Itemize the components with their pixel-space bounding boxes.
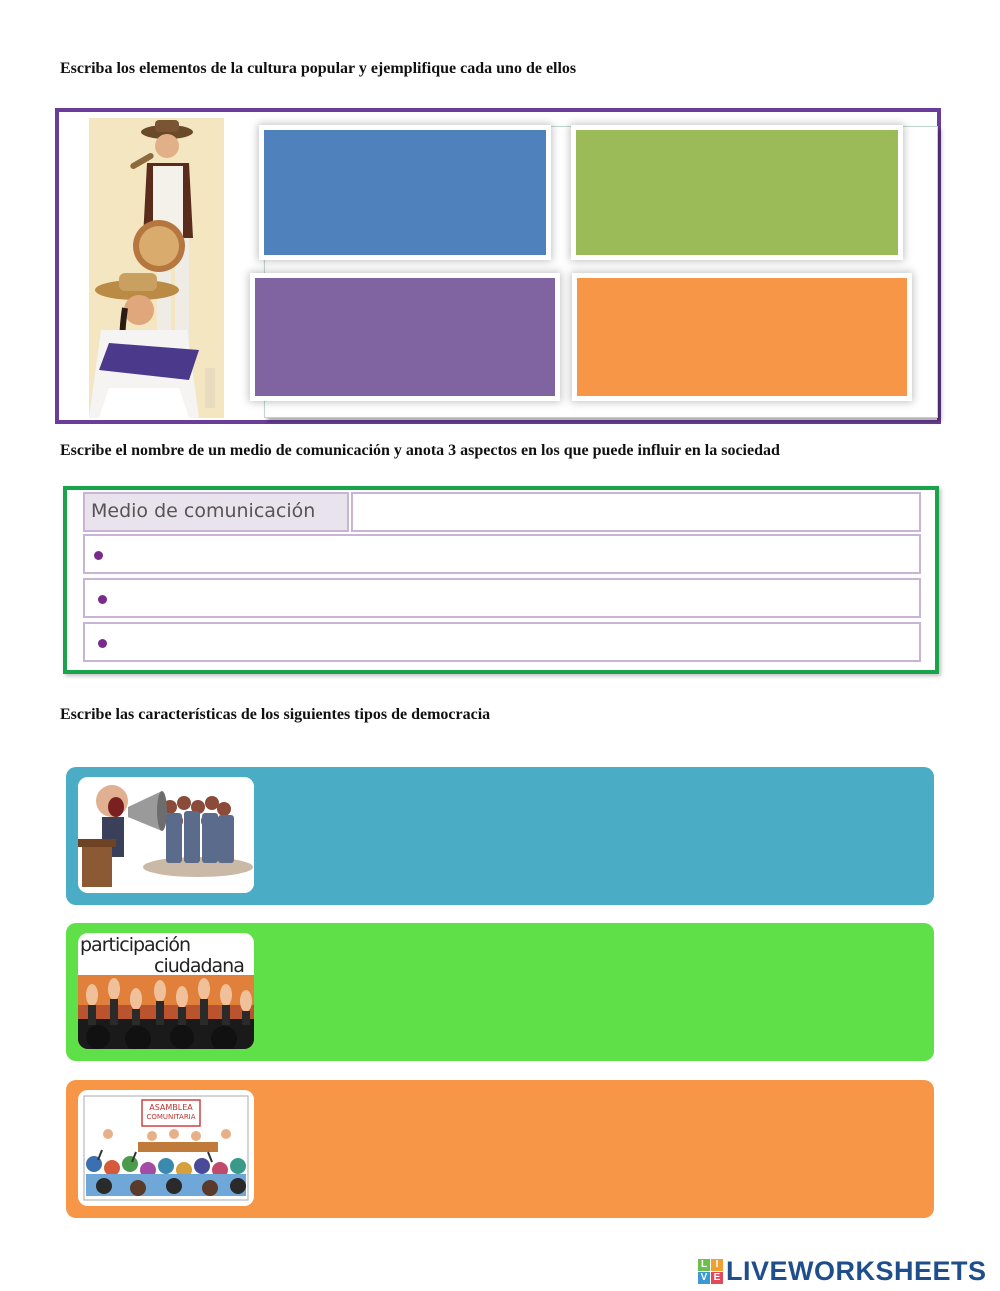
folk-dancers-icon	[89, 118, 224, 418]
aspect-row-1[interactable]	[83, 534, 921, 574]
logo-icon	[698, 1259, 723, 1284]
media-frame	[63, 486, 939, 674]
democracy-answer-1[interactable]	[271, 779, 920, 893]
community-democracy-image	[78, 1090, 254, 1206]
democracy-answer-3[interactable]	[271, 1092, 920, 1206]
media-name-field[interactable]	[351, 492, 921, 532]
democracy-band-1	[66, 767, 934, 905]
representative-democracy-image	[78, 777, 254, 893]
bullet-icon	[94, 551, 103, 560]
bullet-icon	[98, 639, 107, 648]
culture-box-blue[interactable]	[264, 130, 546, 255]
aspect-row-2[interactable]	[83, 578, 921, 618]
culture-box-green[interactable]	[576, 130, 898, 255]
logo-letter: E	[711, 1272, 723, 1284]
liveworksheets-logo[interactable]	[698, 1256, 987, 1286]
thumb-title-1: participación	[80, 934, 191, 956]
democracy-answer-2[interactable]	[271, 935, 920, 1049]
participatory-democracy-image	[78, 933, 254, 1049]
logo-letter: V	[698, 1272, 710, 1284]
media-label-cell: Medio de comunicación	[83, 492, 349, 532]
section2-prompt: Escribe el nombre de un medio de comunicación y anota 3 aspectos en los que puede influir en la sociedad	[60, 442, 780, 459]
aspect-row-3[interactable]	[83, 622, 921, 662]
culture-box-purple[interactable]	[255, 278, 555, 396]
democracy-band-2	[66, 923, 934, 1061]
logo-letter: I	[711, 1259, 723, 1271]
assembly-banner-line-1: ASAMBLEA	[149, 1103, 193, 1112]
assembly-banner-line-2: COMUNITARIA	[146, 1113, 196, 1121]
culture-elements-frame	[55, 108, 941, 424]
copyright-mark	[205, 368, 215, 408]
logo-letter: L	[698, 1259, 710, 1271]
section1-prompt: Escriba los elementos de la cultura popular y ejemplifique cada uno de ellos	[60, 60, 577, 77]
folk-dancers-image	[89, 118, 224, 418]
thumb-title-2: ciudadana	[154, 955, 244, 977]
bullet-icon	[98, 595, 107, 604]
culture-box-orange[interactable]	[577, 278, 907, 396]
megaphone-crowd-icon	[78, 777, 254, 893]
section3-prompt: Escribe las características de los siguientes tipos de democracia	[60, 706, 491, 723]
logo-text: LIVEWORKSHEETS	[726, 1255, 987, 1286]
democracy-band-3	[66, 1080, 934, 1218]
